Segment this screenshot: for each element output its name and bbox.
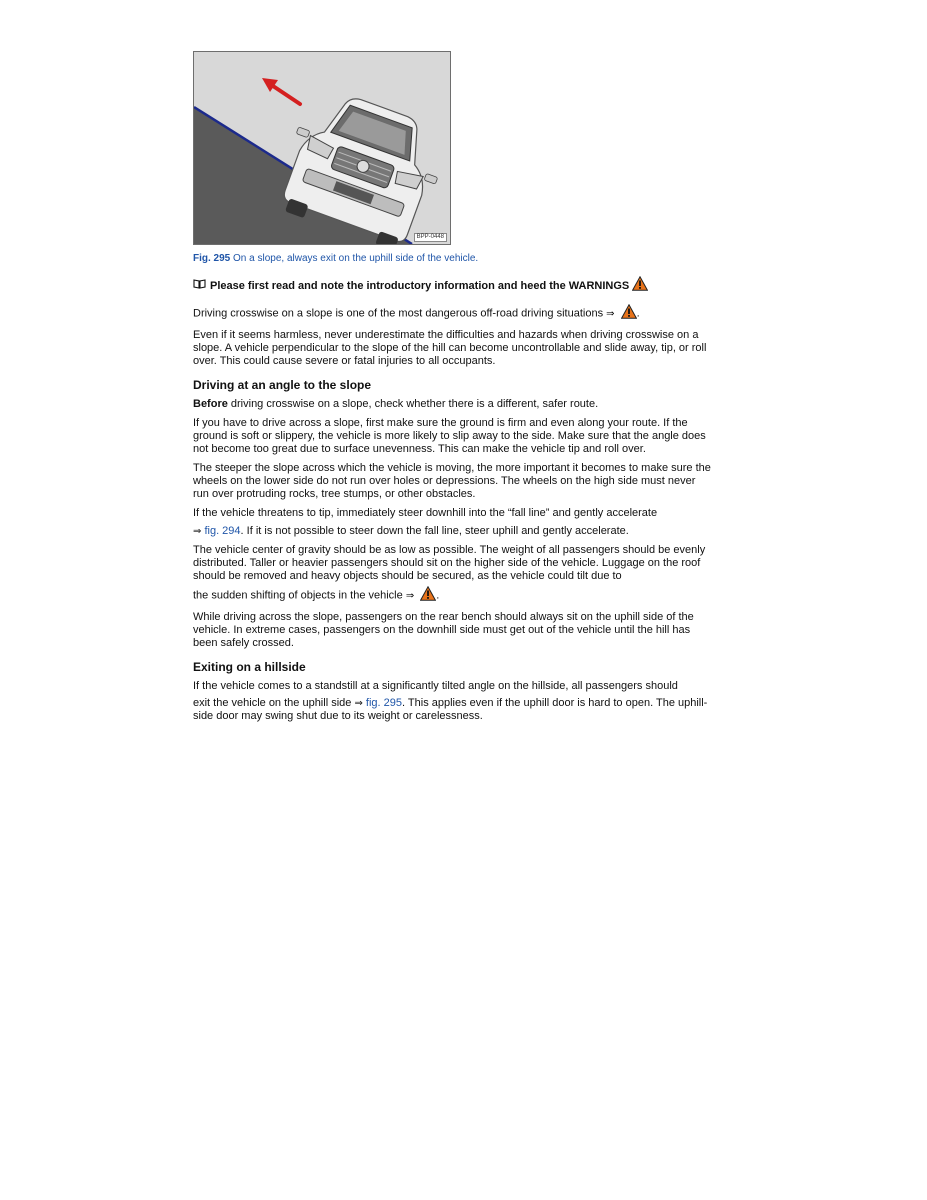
- section1-paragraph-3: The steeper the slope across which the vehicle is moving, the more important it becomes to make sure the wheels on the lower side do not run over holes or depressions. The wheels on the high side must never run over protruding rocks, tree stumps, or other obstacles.: [193, 462, 711, 500]
- manual-page: [193, 51, 713, 723]
- section2-p1-text-a: If the vehicle comes to a standstill at a significantly tilted angle on the hillside, all passengers should: [193, 680, 678, 692]
- section1-paragraph-5: The vehicle center of gravity should be as low as possible. The weight of all passengers should be evenly distributed. Taller or heavier passengers should sit on the higher side of the vehicle. Luggage on the roof should be removed and heavy objects should be secured, as the vehicle could tilt due to: [193, 544, 706, 582]
- figure-caption-label: Fig. 295: [193, 253, 231, 264]
- slope-illustration: [194, 52, 450, 244]
- section1-paragraph-1: [193, 398, 713, 411]
- intro-paragraph-2: Even if it seems harmless, never underestimate the difficulties and hazards when driving crosswise on a slope. A vehicle perpendicular to the slope of the hill can become uncontrollable and slide away, tip, or roll over. This could cause severe or fatal injuries to all occupants.: [193, 329, 707, 367]
- section1-paragraph-4: [193, 507, 713, 520]
- period: .: [636, 307, 640, 320]
- figure-295: [193, 51, 451, 245]
- arrow-symbol: ⇒: [354, 698, 363, 709]
- warning-icon[interactable]: [420, 586, 436, 605]
- warning-icon[interactable]: [621, 304, 637, 323]
- arrow-symbol: ⇒: [606, 308, 615, 320]
- section2-p1-text-b: exit the vehicle on the uphill side: [193, 697, 352, 709]
- section1-paragraph-2: If you have to drive across a slope, first make sure the ground is firm and even along your route. If the ground is soft or slippery, the vehicle is more likely to slip away to the side. Make sure that the angle does not become too great due to surface unevenness. This can make the vehicle tip and roll over.: [193, 417, 706, 455]
- book-icon: [193, 278, 206, 293]
- link-fig-294[interactable]: fig. 294: [204, 525, 241, 537]
- warning-icon[interactable]: [632, 276, 648, 295]
- figure-caption: [193, 252, 713, 265]
- section2-p1-text-c: . This applies even if the uphill door is hard to open. The uphill-side door may swing shut due to its weight or carelessness.: [193, 697, 708, 722]
- section1-p1-text: driving crosswise on a slope, check whether there is a different, safer route.: [227, 398, 599, 410]
- section-heading-slope-angle: Driving at an angle to the slope: [193, 378, 372, 392]
- section1-paragraph-4-cont: [193, 525, 713, 538]
- section1-p4-text-a: If the vehicle threatens to tip, immediately steer downhill into the “fall line” and gently accelerate: [193, 507, 658, 519]
- arrow-symbol: ⇒: [193, 526, 202, 537]
- section2-paragraph-1-cont: [193, 697, 713, 723]
- intro-text-1: Driving crosswise on a slope is one of the most dangerous off-road driving situations: [193, 307, 604, 320]
- intro-note-text: Please first read and note the introductory information and heed the WARNINGS: [210, 279, 630, 292]
- link-fig-295[interactable]: fig. 295: [365, 697, 402, 709]
- section1-paragraph-6: While driving across the slope, passengers on the rear bench should always sit on the uphill side of the vehicle. In extreme cases, passengers on the downhill side must get out of the vehicle until the hill has been safely crossed.: [193, 611, 694, 649]
- figure-code: BPP-0448: [414, 233, 447, 242]
- arrow-symbol: ⇒: [405, 590, 415, 602]
- section2-paragraph-1: [193, 680, 713, 693]
- bold-before: Before: [193, 398, 228, 410]
- section-heading-exiting: Exiting on a hillside: [193, 660, 306, 674]
- period: .: [436, 589, 440, 602]
- figure-caption-text: On a slope, always exit on the uphill side of the vehicle.: [233, 253, 479, 264]
- section1-p4-text-b: . If it is not possible to steer down the fall line, steer uphill and gently accelerate.: [240, 525, 629, 537]
- section1-p5-end-text: the sudden shifting of objects in the vehicle: [193, 589, 403, 602]
- intro-paragraph-1: [193, 304, 713, 323]
- section1-paragraph-5-end: [193, 586, 713, 605]
- intro-note: [193, 276, 713, 295]
